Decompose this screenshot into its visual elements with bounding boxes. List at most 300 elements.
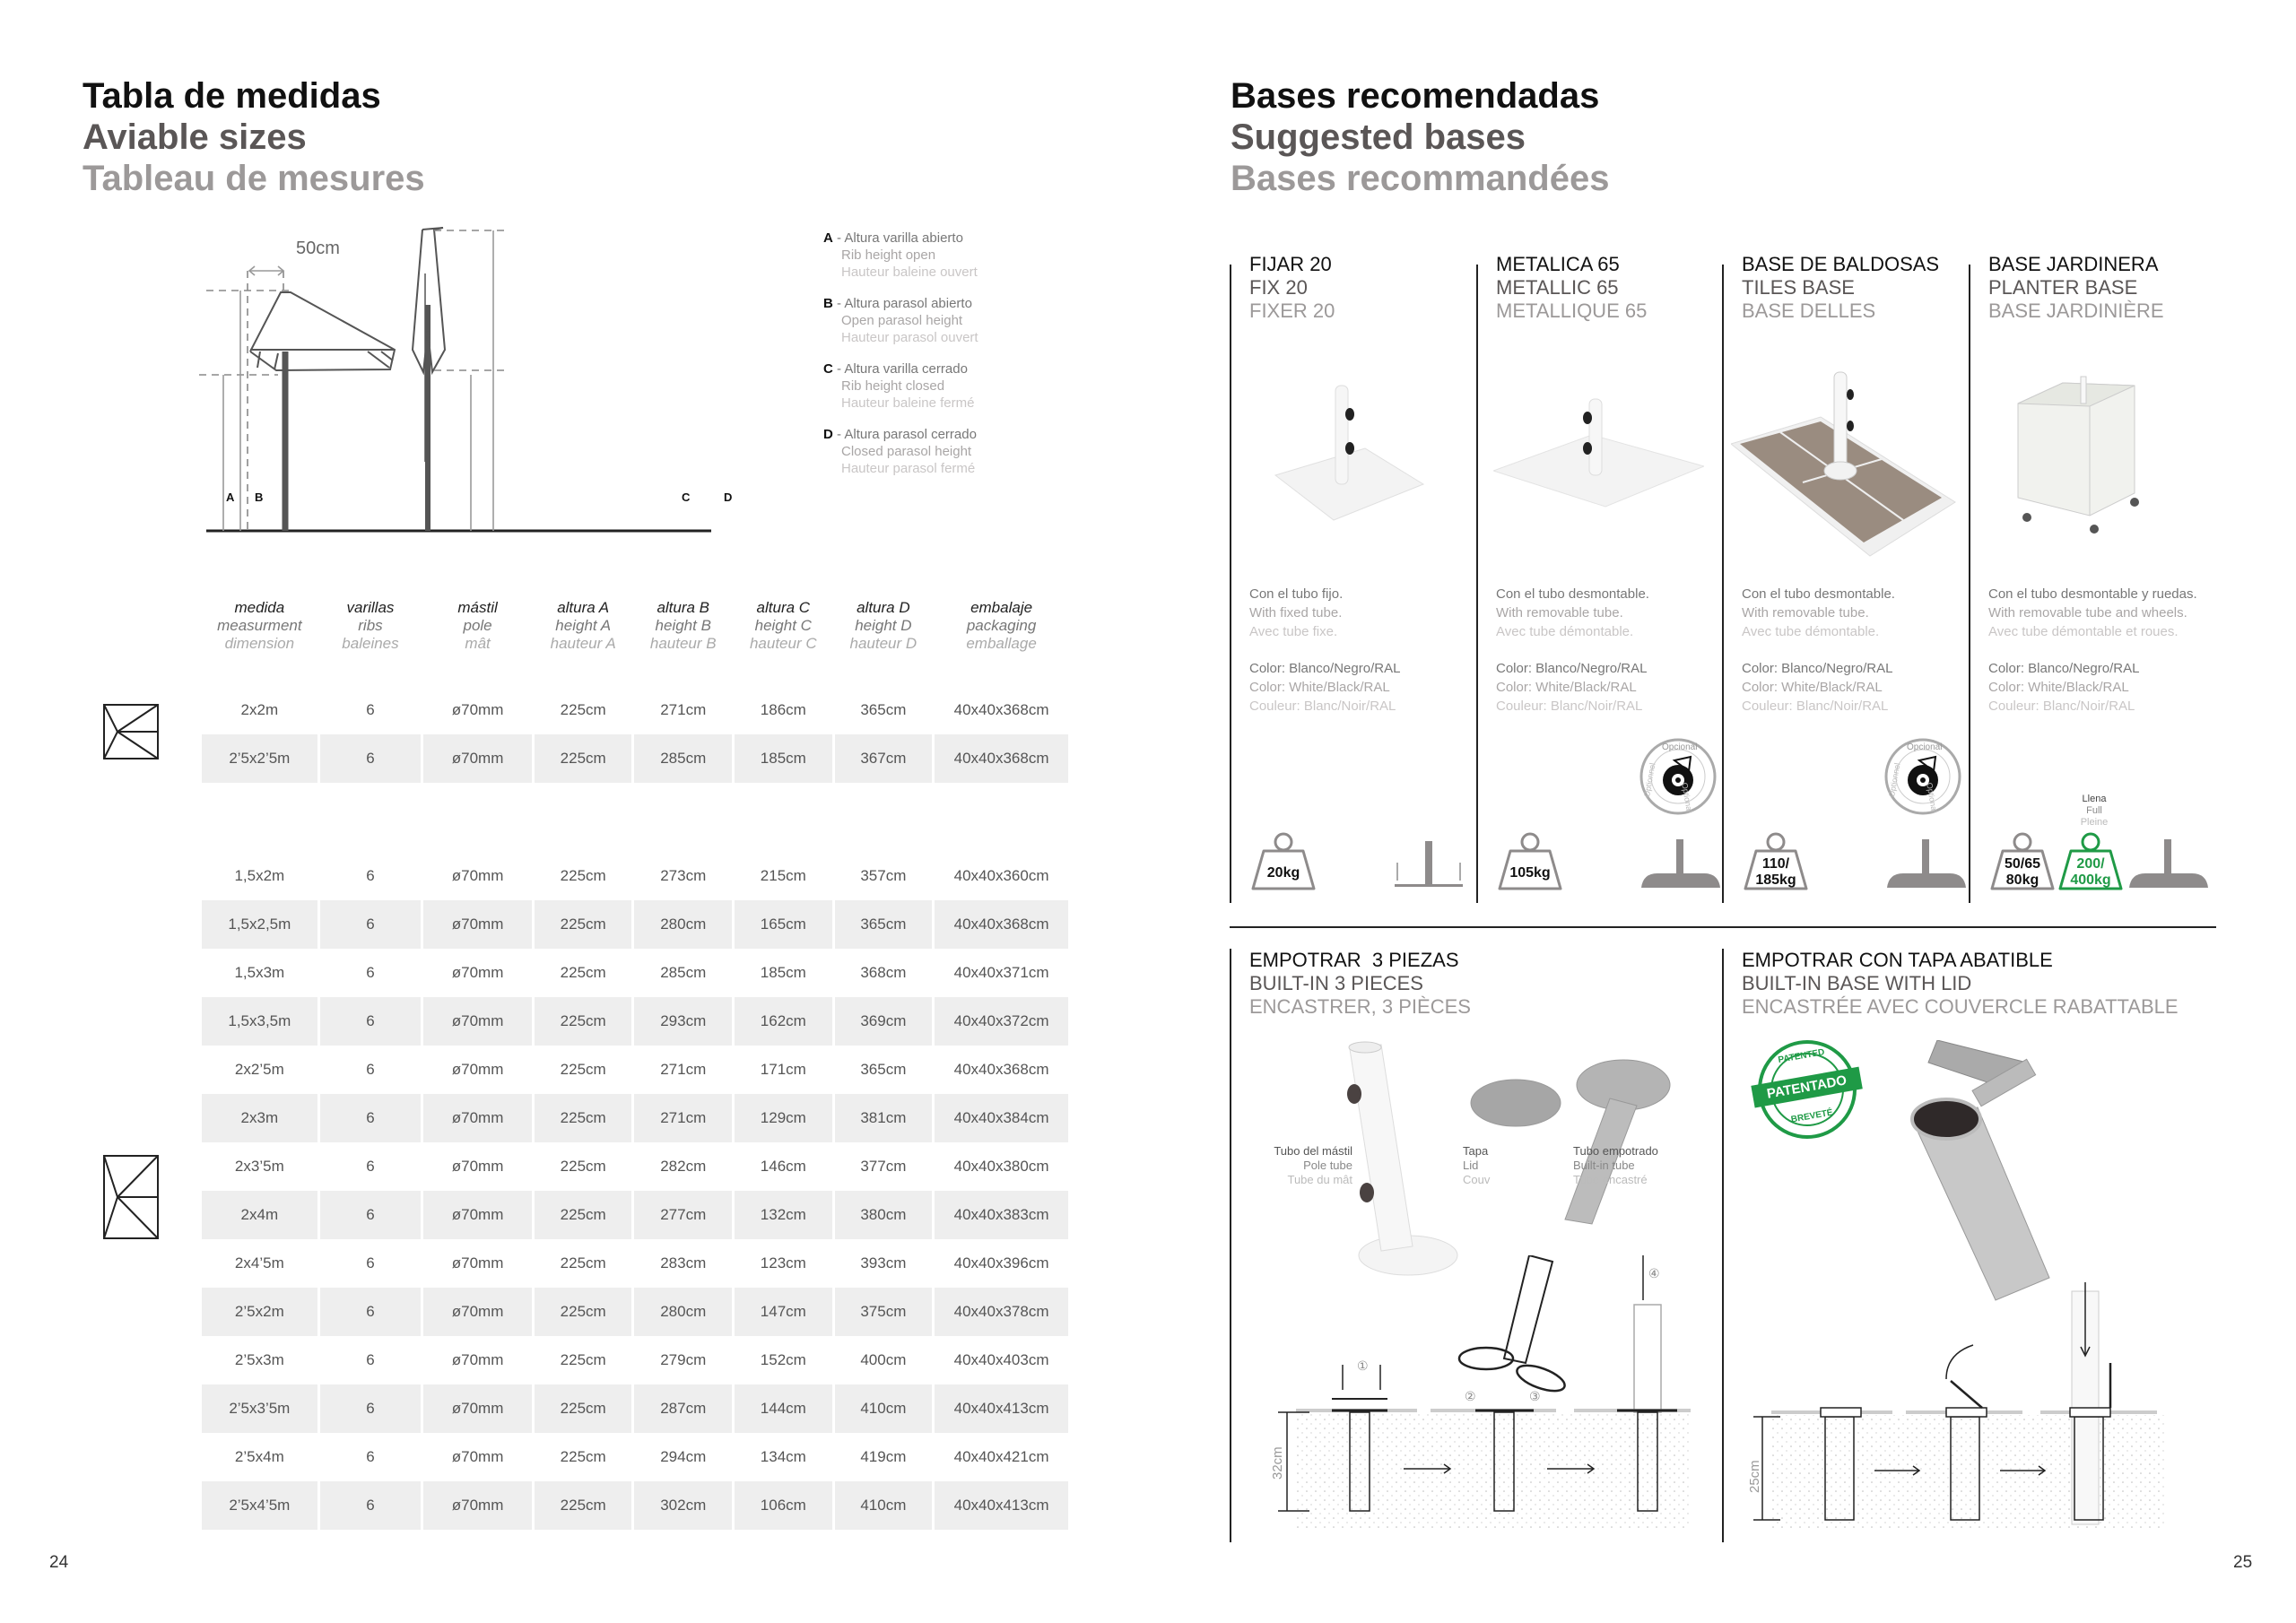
table-cell: 225cm [535,1094,632,1142]
table-cell: 162cm [735,997,832,1046]
dim-letter-b: B [255,490,264,504]
table-cell: 40x40x403cm [953,1351,1049,1368]
table-cell: 6 [320,734,422,783]
table-cell: 1,5x3m [234,964,285,981]
right-title-fr: Bases recommandées [1231,159,1610,198]
right-title-es: Bases recomendadas [1231,76,1600,116]
table-cell: 2’5x2’5m [202,734,317,783]
table-cell: 186cm [760,701,806,718]
step-4: ④ [1648,1267,1660,1281]
table-cell: 2’5x4m [234,1448,284,1465]
table-row [202,1481,1068,1530]
table-cell: 2x3m [202,1094,317,1142]
table-cell: 365cm [860,701,907,718]
column-header-line: embalaje [970,599,1033,616]
base-color: Color: White/Black/RAL [1988,680,2129,695]
left-title-en: Aviable sizes [83,117,307,157]
table-cell: 225cm [535,1384,632,1433]
builtin-lid-product-image [1910,1040,2090,1309]
table-row [202,1094,1068,1142]
table-cell: 225cm [535,1481,632,1530]
base-color: Color: Blanco/Negro/RAL [1988,661,2140,676]
builtin-3-depth: 32cm [1270,1446,1285,1480]
right-title [1231,75,1609,199]
legend-item-c: C - Altura varilla cerrado Rib height closed Hauteur baleine fermé [823,360,978,412]
table-cell: 40x40x421cm [953,1448,1049,1465]
column-header [202,599,317,653]
optional-label: Opcional [1907,742,1943,752]
table-cell: 6 [366,1254,375,1271]
table-cell: 2x2’5m [234,1061,284,1078]
table-cell: 225cm [560,701,606,718]
weight-value: 20kg [1266,865,1300,881]
base-color: Color: Blanco/Negro/RAL [1496,661,1648,676]
table-cell: 277cm [634,1191,732,1239]
table-cell: 6 [320,997,422,1046]
base-color: Color: Blanco/Negro/RAL [1742,661,1893,676]
table-cell: 225cm [560,1254,606,1271]
legend-fr: Hauteur baleine ouvert [841,265,978,280]
table-cell: 279cm [660,1351,707,1368]
table-cell: 40x40x383cm [935,1191,1068,1239]
table-cell: 152cm [760,1351,806,1368]
table-cell: 225cm [535,900,632,949]
table-cell: 6 [320,1094,422,1142]
table-cell: ø70mm [451,1254,504,1271]
table-cell: 40x40x396cm [953,1254,1049,1271]
table-row [202,1336,1068,1384]
full-weight-value: 200/ [2076,856,2105,872]
base-color: Couleur: Blanc/Noir/RAL [1742,699,1889,714]
stamp-top-text: PATENTED [1777,1047,1826,1066]
base-description: Avec tube démontable. [1496,624,1634,639]
table-cell: 280cm [634,1288,732,1336]
base-description: Avec tube fixe. [1249,624,1338,639]
base-name: BASE JARDINERA [1988,253,2159,275]
column-header-line: hauteur C [749,635,817,652]
fijar-20-product-image [1266,377,1428,529]
column-header [835,599,933,653]
weight-icon [1498,831,1562,892]
part-label-fr: Tube du mât [1287,1173,1352,1186]
table-row [202,1142,1068,1191]
table-cell: 410cm [835,1384,933,1433]
table-cell: 144cm [735,1384,832,1433]
table-cell: 40x40x368cm [953,1061,1049,1078]
table-row [202,734,1068,783]
left-title-fr: Tableau de mesures [83,159,425,198]
table-cell: 129cm [735,1094,832,1142]
optional-label-fr: Optionnel [1887,762,1902,798]
column-header-line: packaging [966,617,1037,634]
open-parasol-canopy [250,292,395,370]
full-label [2067,794,2121,829]
base-color: Couleur: Blanc/Noir/RAL [1496,699,1643,714]
optional-label: Opcional [1662,742,1698,752]
builtin-lid-title-fr: ENCASTRÉE AVEC COUVERCLE RABATTABLE [1742,995,2179,1018]
base-name: BASE JARDINIÈRE [1988,299,2164,322]
table-cell: 40x40x384cm [935,1094,1068,1142]
builtin-lid-title-en: BUILT-IN BASE WITH LID [1742,972,1972,994]
part-builtin-tube [1573,1144,1658,1187]
table-cell: 225cm [535,1191,632,1239]
right-title-en: Suggested bases [1231,117,1526,157]
column-header-line: medida [234,599,285,616]
table-cell: 6 [366,1061,375,1078]
table-cell: 381cm [835,1094,933,1142]
full-weight-value: 400kg [2070,872,2111,888]
sizes-table-header [199,599,1071,653]
table-cell: 225cm [560,1061,606,1078]
column-header-line: height D [855,617,912,634]
column-header-line: mât [465,635,491,652]
column-header-line: emballage [966,635,1037,652]
table-cell: ø70mm [423,997,532,1046]
table-cell: 6 [366,701,375,718]
table-cell: 215cm [760,867,806,884]
table-cell: 375cm [835,1288,933,1336]
base-color: Color: White/Black/RAL [1496,680,1637,695]
table-cell: ø70mm [423,1288,532,1336]
step-2: ② [1465,1390,1476,1404]
base-name: BASE DELLES [1742,299,1876,322]
table-cell: 2x2m [240,701,279,718]
table-cell: 225cm [560,1351,606,1368]
base-description: Avec tube démontable et roues. [1988,624,2179,639]
table-cell: 2x4m [202,1191,317,1239]
table-cell: ø70mm [423,1094,532,1142]
table-cell: 6 [320,1191,422,1239]
table-cell: 368cm [860,964,907,981]
column-header-line: ribs [358,617,383,634]
table-cell: 410cm [835,1481,933,1530]
legend-fr: Hauteur parasol fermé [841,461,976,476]
table-cell: 367cm [835,734,933,783]
legend-letter: C [823,361,833,377]
table-cell: ø70mm [451,1448,504,1465]
part-pole-tube [1238,1144,1352,1187]
builtin-3-title-fr: ENCASTRER, 3 PIÈCES [1249,995,1471,1018]
table-cell: 357cm [860,867,907,884]
base-color: Color: White/Black/RAL [1249,680,1390,695]
table-cell: 2’5x2m [202,1288,317,1336]
base-description: Con el tubo desmontable. [1742,586,1895,602]
table-row [202,686,1068,734]
table-cell: 225cm [560,1158,606,1175]
full-label-es: Llena [2082,794,2107,804]
table-cell: 6 [366,1448,375,1465]
builtin-3-title-es: EMPOTRAR 3 PIEZAS [1249,949,1459,971]
left-title [83,75,425,199]
column-header-line: baleines [342,635,399,652]
table-cell: 225cm [535,734,632,783]
table-cell: 40x40x368cm [953,701,1049,718]
legend-en: Rib height closed [841,378,945,394]
column-header-line: pole [463,617,492,634]
base-name: METALLIQUE 65 [1496,299,1648,322]
legend-fr: Hauteur parasol ouvert [841,330,978,345]
base-color: Couleur: Blanc/Noir/RAL [1988,699,2135,714]
dimension-legend [823,230,978,491]
table-row [202,852,1068,900]
builtin-3-product-image [1327,1036,1722,1278]
table-cell: 282cm [660,1158,707,1175]
table-cell: 271cm [634,1094,732,1142]
legend-en: Open parasol height [841,313,963,328]
column-header [935,599,1068,653]
square-parasol-icon [103,704,161,761]
rectangular-sizes-table [199,852,1071,1530]
column-header-line: mástil [457,599,498,616]
table-cell: 123cm [760,1254,806,1271]
weight-value: 185kg [1755,872,1796,888]
table-header-row [202,599,1068,653]
full-label-fr: Pleine [2080,817,2109,828]
table-cell: ø70mm [451,867,504,884]
base-name: PLANTER BASE [1988,276,2138,299]
step-3: ③ [1529,1390,1541,1404]
column-header-line: altura D [857,599,910,616]
flat-base-profile-icon [1393,836,1465,890]
table-cell: 6 [320,1481,422,1530]
base-description: Con el tubo desmontable. [1496,586,1649,602]
base-name: FIX 20 [1249,276,1308,299]
legend-letter: A [823,230,833,246]
table-cell: 106cm [735,1481,832,1530]
base-description: Con el tubo fijo. [1249,586,1344,602]
base-card [1249,253,1474,907]
legend-es: Altura parasol abierto [844,296,972,311]
part-label-en: Pole tube [1303,1159,1352,1172]
table-cell: 2x4’5m [234,1254,284,1271]
table-cell: 171cm [760,1061,806,1078]
dim-letter-c: C [682,490,691,504]
table-cell: 40x40x368cm [935,900,1068,949]
table-cell: ø70mm [423,1384,532,1433]
optional-wheels-badge [1883,737,1962,816]
table-cell: 2’5x4’5m [202,1481,317,1530]
rectangular-parasol-icon [103,1155,161,1241]
builtin-3-install-diagram [1260,1255,1709,1533]
column-header-line: measurment [217,617,302,634]
section-divider [1230,926,2216,928]
column-header [423,599,532,653]
full-weight-icon [2058,831,2123,892]
table-row [202,900,1068,949]
divider [1230,949,1231,1542]
table-row [202,949,1068,997]
builtin-3-title [1249,949,1471,1019]
column-header-line: hauteur B [649,635,717,652]
weight-icon [1744,831,1808,892]
table-row [202,1384,1068,1433]
column-header [320,599,422,653]
builtin-lid-title-es: EMPOTRAR CON TAPA ABATIBLE [1742,949,2053,971]
table-cell: 283cm [660,1254,707,1271]
base-name: FIJAR 20 [1249,253,1332,275]
table-cell: 287cm [634,1384,732,1433]
table-cell: 365cm [835,900,933,949]
table-cell: 185cm [760,964,806,981]
table-cell: ø70mm [451,701,504,718]
part-label-en: Built-in tube [1573,1159,1635,1172]
table-cell: 225cm [535,997,632,1046]
builtin-lid-depth: 25cm [1747,1460,1762,1493]
table-cell: 225cm [560,867,606,884]
column-header-line: dimension [224,635,295,652]
table-cell: 273cm [660,867,707,884]
column-header-line: height C [754,617,812,634]
column-header-line: height B [655,617,711,634]
base-description: With removable tube. [1496,605,1623,621]
base-color: Color: Blanco/Negro/RAL [1249,661,1401,676]
table-cell: 225cm [535,1288,632,1336]
base-name: FIXER 20 [1249,299,1335,322]
base-name: TILES BASE [1742,276,1855,299]
base-name: METALLIC 65 [1496,276,1619,299]
table-cell: 271cm [660,1061,707,1078]
column-header [634,599,732,653]
legend-letter: D [823,427,833,442]
column-header-line: hauteur D [849,635,918,652]
builtin-lid-title [1742,949,2179,1019]
table-cell: 2’5x3m [234,1351,284,1368]
part-lid [1463,1144,1490,1187]
dim-letter-d: D [724,490,733,504]
table-cell: 146cm [760,1158,806,1175]
stamp-center-text: PATENTADO [1751,1067,1862,1108]
table-cell: 147cm [735,1288,832,1336]
base-name: BASE DE BALDOSAS [1742,253,1940,275]
table-cell: 2’5x3’5m [202,1384,317,1433]
table-cell: 40x40x372cm [935,997,1068,1046]
table-cell: 40x40x413cm [935,1384,1068,1433]
table-cell: ø70mm [423,900,532,949]
legend-es: Altura varilla abierto [844,230,963,246]
table-cell: 40x40x378cm [935,1288,1068,1336]
table-cell: 285cm [634,734,732,783]
table-row [202,1433,1068,1481]
builtin-lid-install-diagram [1744,1273,2211,1542]
table-cell: 377cm [860,1158,907,1175]
table-cell: ø70mm [423,1481,532,1530]
column-header [735,599,832,653]
weighted-base-profile-icon [1885,836,1968,890]
weight-icon [1251,831,1316,892]
table-cell: 293cm [634,997,732,1046]
table-cell: 280cm [634,900,732,949]
weight-icon [1990,831,2055,892]
column-header-line: altura C [756,599,811,616]
divider [1476,265,1478,903]
table-row [202,1239,1068,1288]
table-cell: 302cm [634,1481,732,1530]
table-row [202,1046,1068,1094]
table-cell: 294cm [660,1448,707,1465]
page-number-left: 24 [49,1553,69,1572]
base-description: With removable tube. [1742,605,1869,621]
base-color: Couleur: Blanc/Noir/RAL [1249,699,1396,714]
full-label-en: Full [2086,805,2102,816]
legend-item-a: A - Altura varilla abierto Rib height open Hauteur baleine ouvert [823,230,978,280]
page-number-right: 25 [2233,1553,2253,1572]
weight-value: 105kg [1509,865,1551,881]
table-cell: ø70mm [451,1351,504,1368]
table-cell: 132cm [735,1191,832,1239]
legend-es: Altura varilla cerrado [844,361,968,377]
base-color: Color: White/Black/RAL [1742,680,1883,695]
optional-wheels-badge [1639,737,1718,816]
column-header-line: varillas [346,599,395,616]
weight-value: 80kg [2005,872,2039,888]
optional-label-en: Optional [1925,782,1939,813]
patented-stamp [1750,1032,1864,1146]
left-title-es: Tabla de medidas [83,76,381,116]
base-jardinera-product-image [2009,372,2179,538]
table-cell: 40x40x380cm [953,1158,1049,1175]
table-cell: 40x40x360cm [953,867,1049,884]
stamp-bottom-text: BREVETÉ [1790,1107,1834,1125]
column-header-line: altura A [557,599,610,616]
table-cell: 6 [366,1158,375,1175]
legend-en: Closed parasol height [841,444,972,459]
table-cell: 1,5x3,5m [202,997,317,1046]
divider [1722,949,1724,1542]
table-row [202,997,1068,1046]
table-cell: 6 [366,964,375,981]
column-header-line: hauteur A [550,635,616,652]
table-cell: 40x40x371cm [953,964,1049,981]
base-description: With fixed tube. [1249,605,1343,621]
legend-es: Altura parasol cerrado [844,427,977,442]
legend-letter: B [823,296,833,311]
divider [1969,265,1970,903]
table-cell: 285cm [660,964,707,981]
table-cell: 40x40x368cm [935,734,1068,783]
table-cell: 6 [320,1384,422,1433]
width-label: 50cm [296,239,340,258]
builtin-3-title-en: BUILT-IN 3 PIECES [1249,972,1423,994]
optional-label-fr: Optionnel [1642,762,1657,798]
weighted-base-profile-icon [2127,836,2210,890]
table-cell: 134cm [760,1448,806,1465]
table-cell: 225cm [560,1448,606,1465]
table-cell: 380cm [835,1191,933,1239]
table-cell: ø70mm [451,1061,504,1078]
table-cell: 185cm [735,734,832,783]
divider [1230,265,1231,903]
part-label-fr: Tube encastré [1573,1173,1648,1186]
base-de-baldosas-product-image [1731,368,1964,560]
table-cell: 6 [320,900,422,949]
table-cell: 365cm [860,1061,907,1078]
base-name: METALICA 65 [1496,253,1620,275]
weight-value: 50/65 [2004,856,2041,872]
table-cell: 2x3’5m [234,1158,284,1175]
dim-letter-a: A [226,490,235,504]
column-header-line: height A [555,617,612,634]
column-header-line: altura B [657,599,710,616]
base-description: Avec tube démontable. [1742,624,1880,639]
table-cell: 165cm [735,900,832,949]
table-cell: ø70mm [451,1158,504,1175]
part-label-en: Lid [1463,1159,1479,1172]
table-row [202,1191,1068,1239]
weighted-base-profile-icon [1639,836,1722,890]
table-row [202,1288,1068,1336]
base-description: Con el tubo desmontable y ruedas. [1988,586,2197,602]
table-cell: 393cm [860,1254,907,1271]
